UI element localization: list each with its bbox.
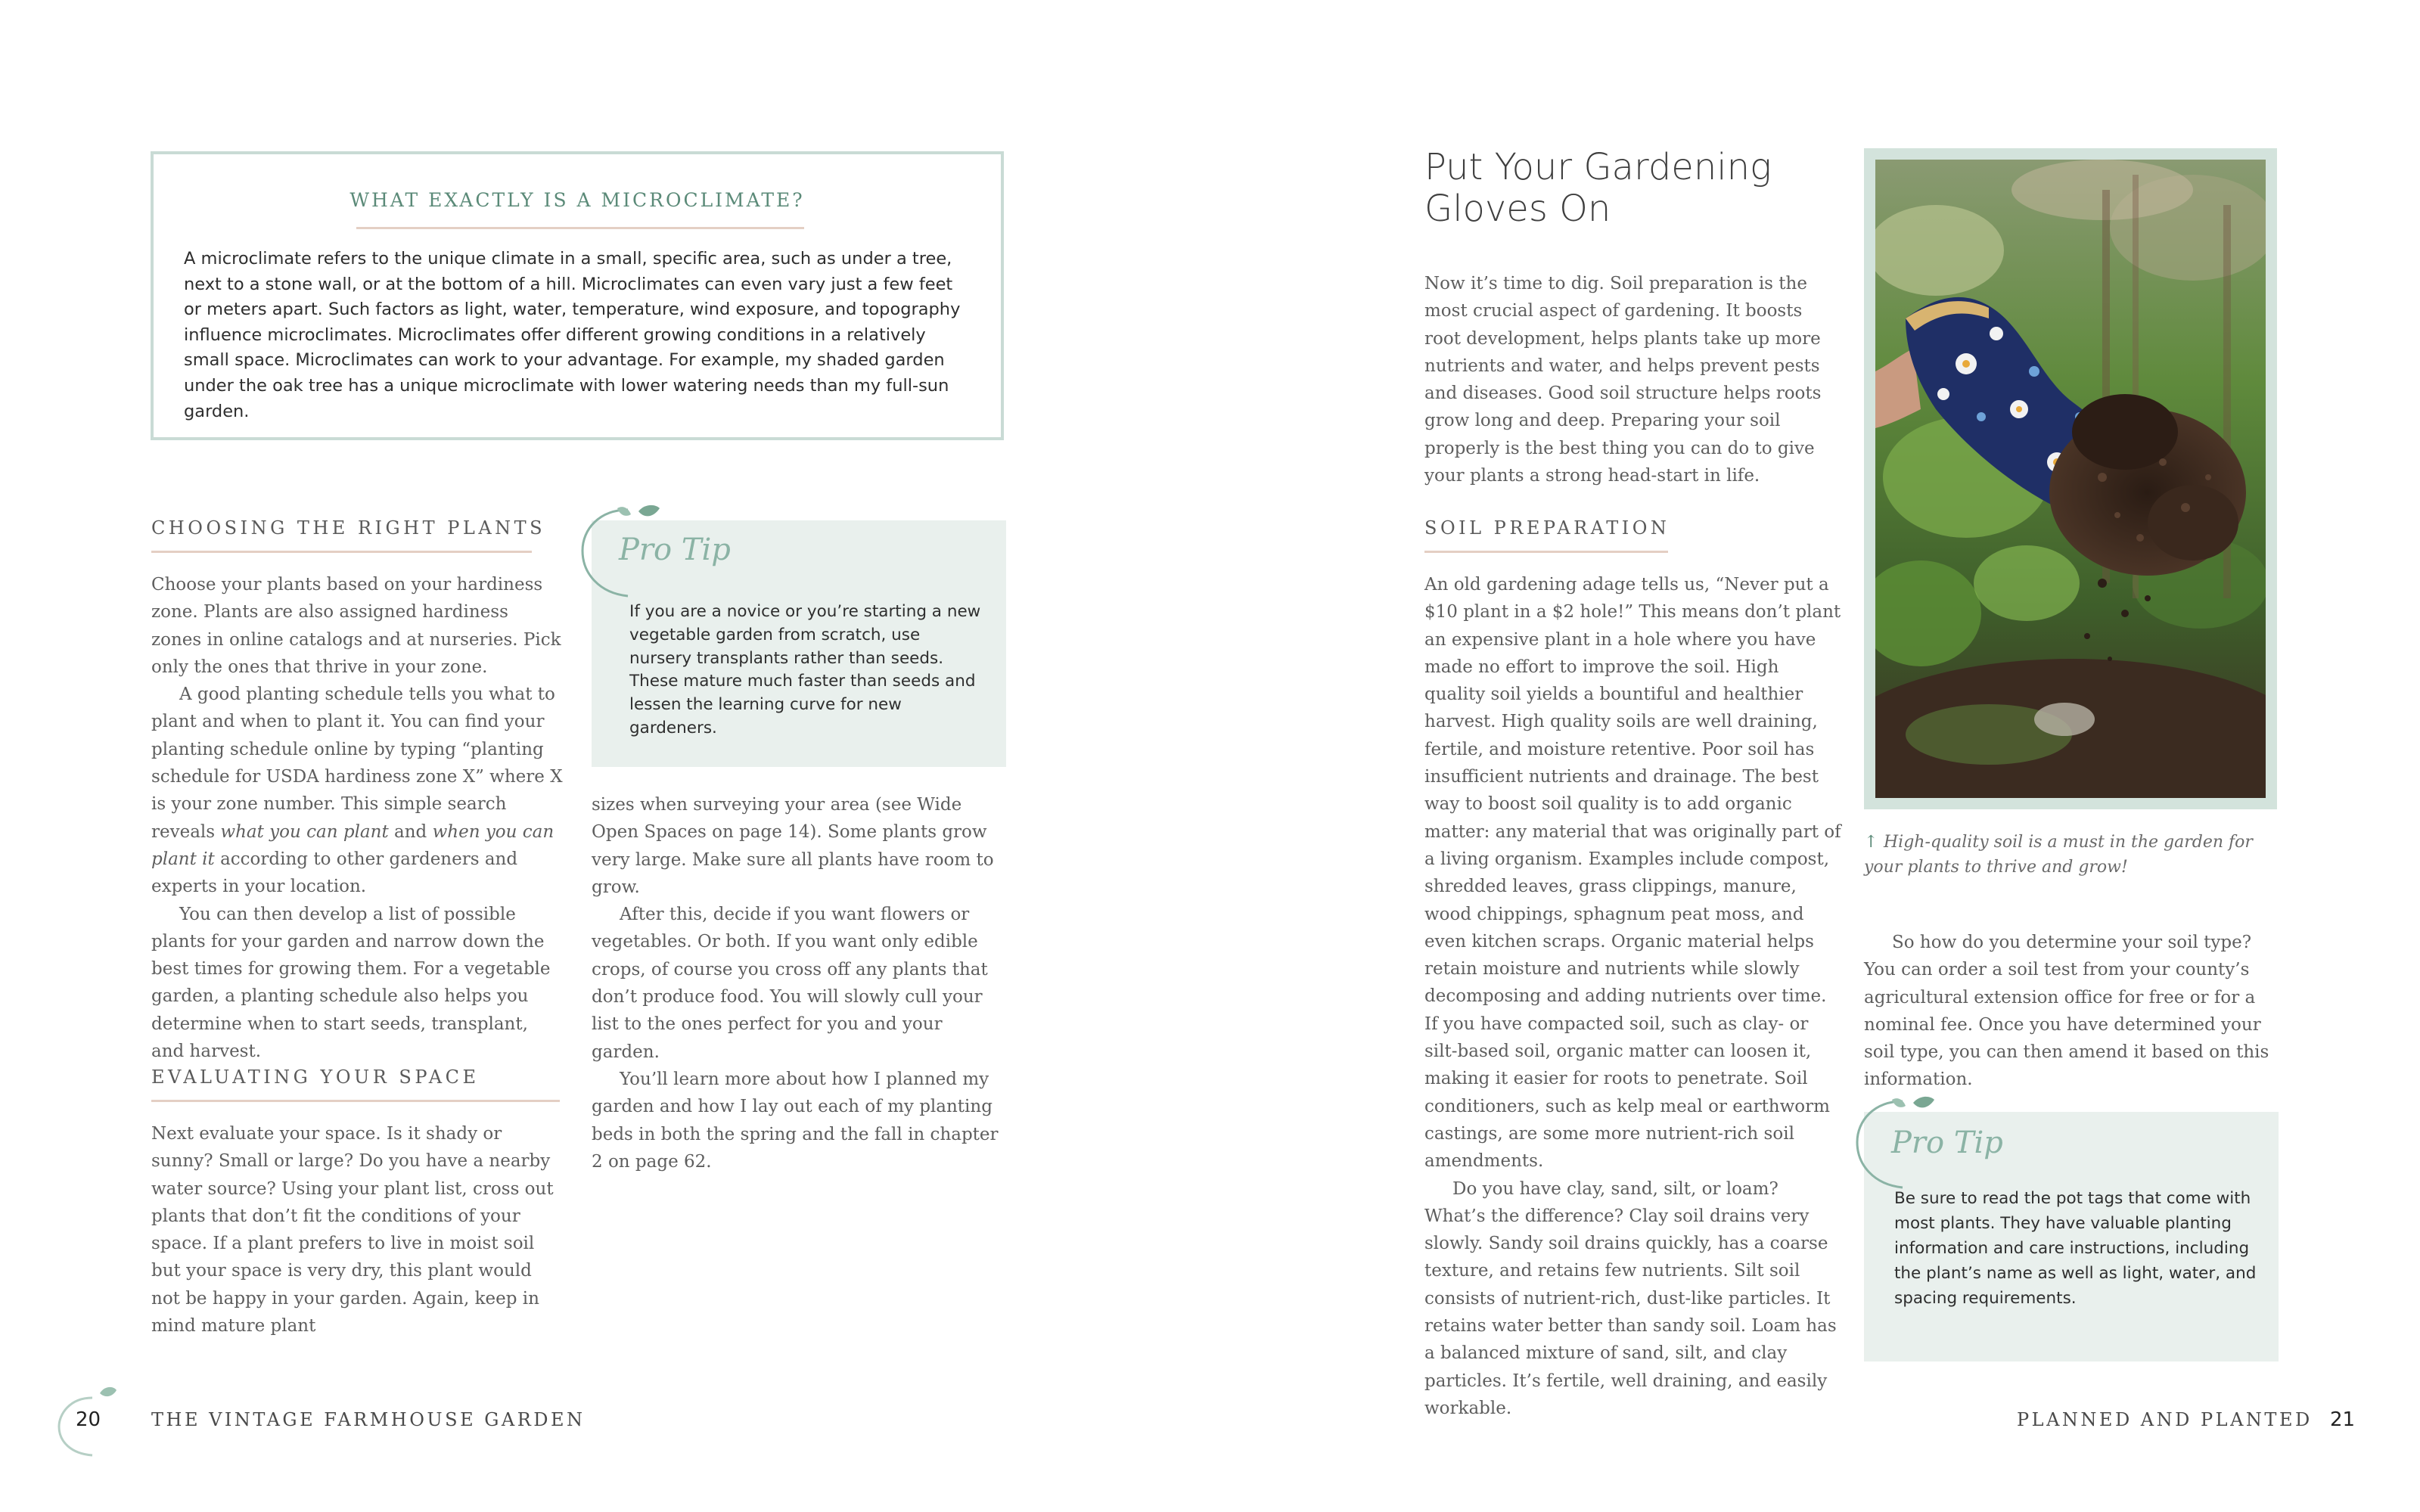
pro-tip-text: Be sure to read the pot tags that come with most plants. They have valuable planting information and care instructions, including the plant’s name as well as light, water, and spacing requirements. [1894,1189,2257,1308]
intro-text [1424,270,1837,489]
soil-text [1424,571,1843,1422]
paragraph: Next evaluate your space. Is it shady or sunny? Small or large? Do you have a nearby water source? Using your plant list, cross out plants that don’t fit the conditions of your space. If a plant prefers to live in moist soil but your space is very dry, this plant would not be happy in your garden. Again, keep in mind mature plant [151,1124,554,1337]
running-head-left: THE VINTAGE FARMHOUSE GARDEN [151,1409,586,1430]
soil-test-text [1864,929,2280,1094]
page-number-left: 20 [76,1408,101,1431]
section-heading-evaluating: EVALUATING YOUR SPACE [151,1066,560,1102]
paragraph: You’ll learn more about how I planned my garden and how I lay out each of my planting beds in both the spring and the fall in chapter 2 on page 62. [592,1069,999,1172]
paragraph: Choose your plants based on your hardiness zone. Plants are also assigned hardiness zones in online catalogs and at nurseries. Pick only the ones that thrive in your zone. [151,575,561,677]
pro-tip-label: Pro Tip [1891,1125,2003,1160]
paragraph: So how do you determine your soil type? You can order a soil test from your county’s agricultural extension office for free or for a nominal fee. Once you have determined your soil type, you can then amend it based on this information. [1864,933,2269,1090]
gloved-hand-soil-photo [1875,160,2266,798]
page-number-right: 21 [2330,1408,2356,1431]
paragraph: sizes when surveying your area (see Wide Open Spaces on page 14). Some plants grow very large. Make sure all plants have room to grow. [592,795,994,897]
paragraph: A good planting schedule tells you what to plant and when to plant it. You can find your planting schedule online by typing “planting schedule for USDA hardiness zone X” where X is your zone number. This simple search reveals what you can plant and when you can plant it according to other gardeners and experts in your location. [151,685,563,897]
photo-frame [1864,148,2277,809]
section-heading-soil: SOIL PREPARATION [1424,517,1668,553]
sidebar-title: WHAT EXACTLY IS A MICROCLIMATE? [349,189,805,211]
paragraph: Now it’s time to dig. Soil preparation is the most crucial aspect of gardening. It boosts root development, helps plants take up more nutrients and water, and helps prevent pests and diseases. Good soil structure helps roots grow long and deep. Preparing your soil properly is the best thing you can do to give your plants a strong head-start in life. [1424,274,1822,486]
page-title: Put Your Gardening Gloves On [1424,146,1772,230]
caption-arrow-icon: ↑ [1864,833,1878,852]
sidebar-divider [356,227,804,229]
pro-tip-text: If you are a novice or you’re starting a new vegetable garden from scratch, use nursery transplants rather than seeds. These mature much faster than seeds and lessen the learning curve for new gardeners. [629,602,981,737]
running-head-right: PLANNED AND PLANTED [2017,1409,2313,1430]
microclimate-sidebar [151,151,1004,440]
middle-column-text [592,791,1006,1175]
pro-tip-label: Pro Tip [619,532,731,567]
paragraph: An old gardening adage tells us, “Never put a $10 plant in a $2 hole!” This means don’t plant an expensive plant in a hole where you have made no effort to improve the soil. High quality soil yields a bountiful and healthier harvest. High quality soils are well draining, fertile, and moisture retentive. Poor soil has insufficient nutrients and drainage. The best way to boost soil quality is to add organic matter: any material that was originally part of a living organism. Examples include compost, shredded leaves, grass clippings, manure, wood chippings, sphagnum peat moss, and even kitchen scraps. Organic material helps retain moisture and nutrients while slowly decomposing and adding nutrients over time. If you have compacted soil, such as clay- or silt-based soil, organic matter can loosen it, making it easier for roots to penetrate. Soil conditioners, such as kelp meal or earthworm castings, are some more nutrient-rich soil amendments. [1424,575,1841,1172]
left-column-text [151,571,564,1065]
evaluating-text [151,1120,560,1340]
section-heading-choosing: CHOOSING THE RIGHT PLANTS [151,517,532,553]
sidebar-body: A microclimate refers to the unique climate in a small, specific area, such as under a tree, next to a stone wall, or at the bottom of a hill. Microclimates can even vary just a few feet or meters apart. Such factors as light, water, temperature, wind exposure, and topography influence microclimates. Microclimates offer different growing conditions in a relatively small space. Microclimates can work to your advantage. For example, my shaded garden under the oak tree has a unique microclimate with lower watering needs than my full-sun garden. [184,249,961,421]
paragraph: Do you have clay, sand, silt, or loam? What’s the difference? Clay soil drains very slowly. Sandy soil drains quickly, has a coarse texture, and retains few nutrients. Silt soil consists of nutrient-rich, dust-like particles. It retains water better than sandy soil. Loam has a balanced mixture of sand, silt, and clay particles. It’s fertile, well draining, and easily workable. [1424,1178,1837,1418]
paragraph: You can then develop a list of possible plants for your garden and narrow down the best times for growing them. For a vegetable garden, a planting schedule also helps you determine when to start seeds, transplant, and harvest. [151,904,551,1062]
photo-caption: ↑ High-quality soil is a must in the garden for your plants to thrive and grow! [1864,830,2272,880]
paragraph: After this, decide if you want flowers or vegetables. Or both. If you want only edible crops, of course you cross off any plants that don’t produce food. You will slowly cull your list to the ones perfect for you and your garden. [592,905,988,1062]
